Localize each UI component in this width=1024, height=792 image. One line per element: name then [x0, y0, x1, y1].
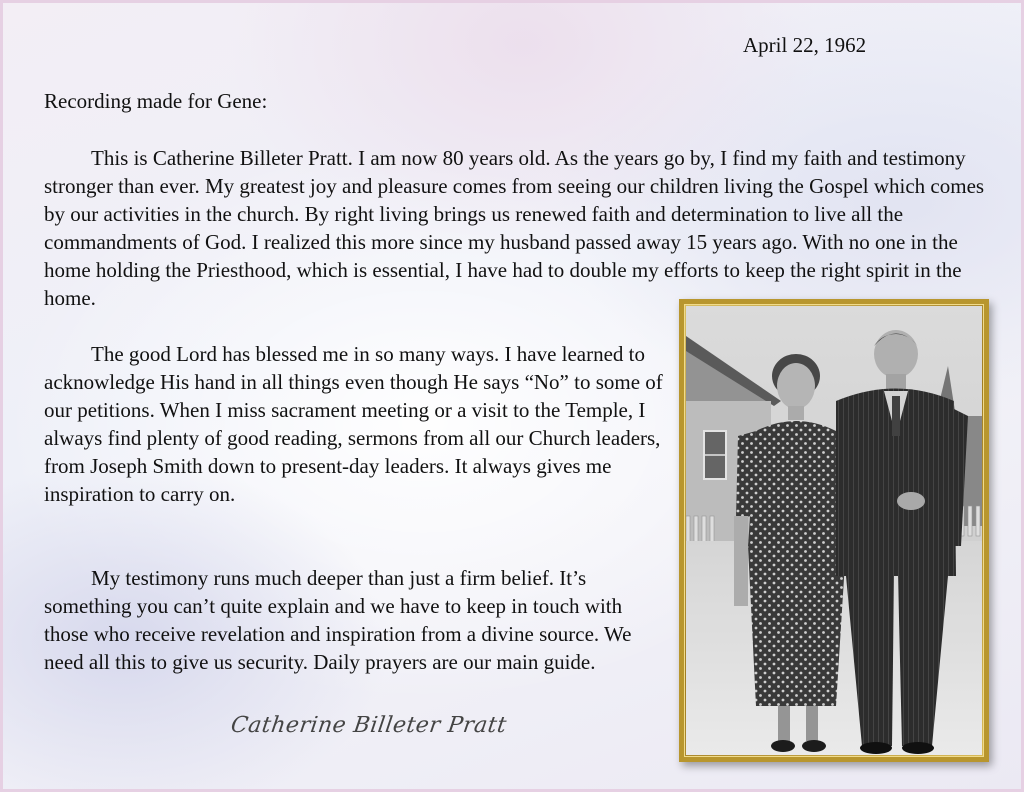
paragraph-3: My testimony runs much deeper than just a firm belief. It’s something you can’t quite explain and we have to keep in touch with those who receive revelation and inspiration from a divine source. We need all this to give us security. Daily prayers are our main guide. [44, 566, 632, 674]
photo-frame [679, 299, 989, 762]
couple-photo [686, 306, 982, 755]
handwritten-signature: Catherine Billeter Pratt [229, 713, 509, 738]
letter-date: April 22, 1962 [743, 33, 867, 57]
paragraph-1: This is Catherine Billeter Pratt. I am now 80 years old. As the years go by, I find my faith and testimony stronger than ever. My greatest joy and pleasure comes from seeing our children living the Gospel which comes by our activities in the church. By right living brings us renewed faith and determination to live all the commandments of God. I realized this more since my husband passed away 15 years ago. With no one in the home holding the Priesthood, which is essential, I have had to double my efforts to keep the right spirit in the home. [44, 146, 985, 310]
paragraph-2: The good Lord has blessed me in so many ways. I have learned to acknowledge His hand in all things even though He says “No” to some of our petitions. When I miss sacrament meeting or a visit to the Temple, I always find plenty of good reading, sermons from all our Church leaders, from Joseph Smith down to present-day leaders. It always gives me inspiration to carry on. [44, 342, 663, 506]
letter-salutation: Recording made for Gene: [44, 89, 268, 113]
